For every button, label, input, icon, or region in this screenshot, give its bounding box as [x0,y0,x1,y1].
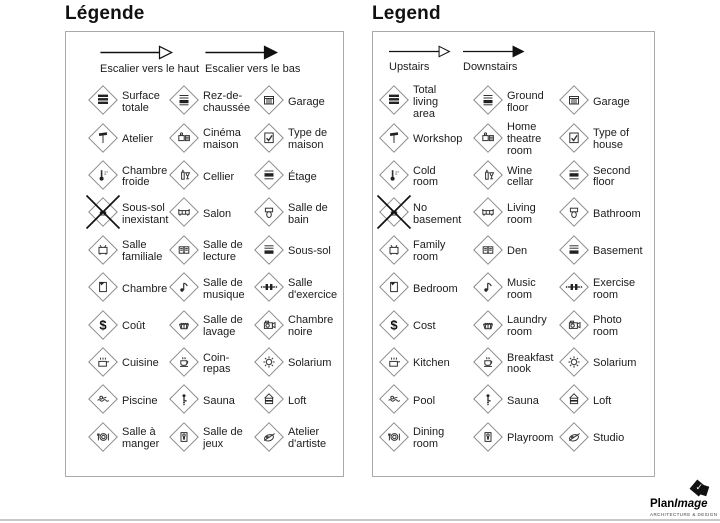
sofa-icon [473,197,503,232]
stair-label: Escalier vers le bas [205,63,301,75]
legend-item [379,197,473,232]
legend-item [473,422,559,457]
legend-item [254,384,340,419]
barbell-icon [254,272,284,307]
legend-item-label: Atelier d'artiste [288,426,327,451]
wine-icon [473,160,503,195]
sofa-icon [169,197,199,232]
legend-item [88,422,169,457]
hammer-icon [379,123,409,158]
legend-item [473,160,559,195]
legend-item-label: Salle d'exercice [288,276,338,301]
stair-up [389,45,451,73]
legend-item [473,310,559,345]
legend-item-label: Coût [122,320,146,333]
legend-item-label: Ground floor [507,89,544,114]
pot-icon [88,347,118,382]
laundry-icon [169,310,199,345]
legend-item-label: Cellier [203,170,235,183]
barbell-icon [559,272,589,307]
logo-text-image: Image [674,498,708,510]
stair-label: Downstairs [463,61,518,73]
toilet-icon [254,197,284,232]
logo-text-plan: Plan [650,498,675,510]
legend-item [379,347,473,382]
stair-up [100,45,199,75]
pot-icon [379,347,409,382]
cup-icon [169,347,199,382]
stair-label: Upstairs [389,61,430,73]
projector-icon [169,123,199,158]
legend-item [473,347,559,382]
legend-item-label: Kitchen [413,357,450,370]
legend-item [88,85,169,120]
svg-text:$: $ [390,317,398,333]
legend-item-label: Cinéma maison [203,127,241,152]
house-check-icon [254,123,284,158]
legend-item [379,272,473,307]
panel-legend [372,3,655,477]
items-grid-fr [66,84,343,458]
legend-item [254,272,340,307]
ground-floor-icon [169,85,199,120]
projector-icon [473,123,503,158]
legend-item [254,160,340,195]
legend-item [88,384,169,419]
garage-icon [559,85,589,120]
legend-item [559,384,649,419]
stair-label: Escalier vers le haut [100,63,200,75]
legend-item-label: Total living area [413,83,439,120]
legend-item [473,235,559,270]
legend-item-label: Garage [593,95,630,108]
planimage-logo [650,479,716,517]
legend-item-label: Chambre [122,282,168,295]
legend-item [254,197,340,232]
legend-item-label: Breakfast nook [507,351,554,376]
legend-item [379,123,473,158]
loft-icon [254,384,284,419]
legend-item [88,272,169,307]
legend-item-label: Cuisine [122,357,159,370]
legend-item [169,422,254,457]
sauna-icon [169,384,199,419]
dollar-icon [88,310,118,345]
second-floor-icon [254,160,284,195]
legend-item-label: Salle de jeux [203,426,243,451]
legend-item-label: Salle de musique [203,276,245,301]
legend-item-label: Pool [413,394,436,407]
legend-item-label: Surface totale [122,89,160,114]
stair-down [205,45,300,75]
toy-icon [169,422,199,457]
legend-item [473,384,559,419]
music-note-icon [473,272,503,307]
legend-item [254,123,340,158]
legend-item [379,160,473,195]
legend-item-label: Family room [413,239,446,264]
logo-wordmark [650,499,716,511]
tv-icon [88,235,118,270]
legend-item [88,235,169,270]
legend-item-label: Sauna [507,394,539,407]
legend-item-label: Solarium [593,357,637,370]
legend-item-label: Cost [413,320,436,333]
legend-item-label: Laundry room [507,314,547,339]
music-note-icon [169,272,199,307]
legend-item [254,85,340,120]
legend-item [169,384,254,419]
arrow-up-open [100,45,174,60]
sun-icon [559,347,589,382]
legend-item-label: Bedroom [413,282,458,295]
legend-item-label: Sous-sol [288,245,331,258]
basement-icon [254,235,284,270]
wine-icon [169,160,199,195]
panel-box-en [372,31,655,477]
legend-item [169,235,254,270]
legend-item-label: Loft [288,394,307,407]
svg-text:2°: 2° [395,170,400,176]
palette-icon [559,422,589,457]
legend-item [473,85,559,120]
camera-icon [254,310,284,345]
book-icon [169,235,199,270]
arrow-down-solid [463,45,525,58]
arrow-up-open [389,45,451,58]
cup-icon [473,347,503,382]
tv-icon [379,235,409,270]
legend-item-label: Workshop [413,133,463,146]
legend-item [559,235,649,270]
garage-icon [254,85,284,120]
items-grid-en [373,84,654,458]
legend-item [88,123,169,158]
plate-icon [88,422,118,457]
legend-item-label: Salle de lecture [203,239,243,264]
logo-tagline: ARCHITECTURE & DESIGN [650,511,718,517]
legend-item-label: Chambre froide [122,164,168,189]
legend-item-label: Cold room [413,164,439,189]
legend-item [379,310,473,345]
dollar-icon [379,310,409,345]
legend-item-label: Piscine [122,394,158,407]
legend-item [559,85,649,120]
legend-item [379,422,473,457]
legend-item [379,85,473,121]
toy-icon [473,422,503,457]
legend-item-label: Music room [507,276,536,301]
stair-down [463,45,525,73]
laundry-icon [473,310,503,345]
legend-item [88,160,169,195]
legend-item [379,235,473,270]
legend-item-label: Studio [593,432,625,445]
panel-title-en: Legend [372,3,441,24]
legend-item-label: Solarium [288,357,332,370]
legend-item-label: Salon [203,207,232,220]
legend-item [559,422,649,457]
plate-icon [379,422,409,457]
legend-item [254,422,340,457]
book-icon [473,235,503,270]
legend-item [559,272,649,307]
legend-item-label: Photo room [593,314,622,339]
legend-item-label: No basement [413,201,462,226]
legend-item [254,235,340,270]
legend-item [559,160,649,195]
planimage-logo-icon [650,479,716,499]
palette-icon [254,422,284,457]
stacked-floors-icon [379,85,409,120]
sauna-icon [473,384,503,419]
legend-item-label: Étage [288,170,317,183]
thermometer-icon [88,160,118,195]
legend-item-label: Den [507,245,528,258]
legend-item-label: Sauna [203,394,235,407]
legend-item [559,197,649,232]
legend-item [169,272,254,307]
basement-icon [559,235,589,270]
legend-item-label: Rez-de-chaussée [203,89,251,114]
svg-text:2°: 2° [104,170,109,176]
sun-icon [254,347,284,382]
legend-item-label: Salle de bain [288,201,328,226]
legend-item-label: Loft [593,394,612,407]
legend-item [559,347,649,382]
no-basement-icon [88,197,118,232]
swimmer-icon [88,384,118,419]
camera-icon [559,310,589,345]
bed-icon [379,272,409,307]
legend-item [559,123,649,158]
legend-item [88,347,169,382]
stacked-floors-icon [88,85,118,120]
hammer-icon [88,123,118,158]
page-bottom-rule [0,519,720,521]
legend-item-label: Wine cellar [507,164,534,189]
legend-item [473,197,559,232]
no-basement-icon [379,197,409,232]
legend-item-label: Exercise room [593,276,636,301]
legend-item-label: Living room [507,201,536,226]
panel-box-fr [65,31,344,477]
house-check-icon [559,123,589,158]
panel-legende [65,3,344,477]
legend-item [254,310,340,345]
legend-item-label: Type of house [593,127,630,152]
second-floor-icon [559,160,589,195]
ground-floor-icon [473,85,503,120]
panel-title-fr: Légende [65,3,145,24]
legend-item-label: Salle de lavage [203,314,243,339]
legend-item [559,310,649,345]
logo-check-icon: ✓ [695,482,703,492]
legend-item-label: Playroom [507,432,554,445]
legend-item-label: Salle à manger [122,426,160,451]
legend-item-label: Coin-repas [203,351,231,376]
legend-item [88,310,169,345]
arrow-down-solid [205,45,279,60]
bed-icon [88,272,118,307]
legend-item [169,310,254,345]
legend-item [254,347,340,382]
legend-item-label: Sous-sol inexistant [122,201,169,226]
legend-item-label: Home theatre room [507,121,542,158]
legend-item-label: Bathroom [593,207,641,220]
legend-item [379,384,473,419]
legend-item-label: Second floor [593,164,631,189]
legend-item-label: Basement [593,245,643,258]
legend-item [169,85,254,120]
legend-item [169,123,254,158]
thermometer-icon [379,160,409,195]
legend-item-label: Atelier [122,133,154,146]
legend-item [473,272,559,307]
legend-item [473,122,559,158]
legend-item [169,160,254,195]
legend-item-label: Garage [288,95,325,108]
legend-item-label: Chambre noire [288,314,334,339]
loft-icon [559,384,589,419]
svg-text:$: $ [99,317,107,333]
legend-item-label: Salle familiale [122,239,163,264]
legend-item-label: Dining room [413,426,445,451]
legend-item [88,197,169,232]
swimmer-icon [379,384,409,419]
legend-item [169,197,254,232]
toilet-icon [559,197,589,232]
legend-item [169,347,254,382]
legend-item-label: Type de maison [288,127,328,152]
